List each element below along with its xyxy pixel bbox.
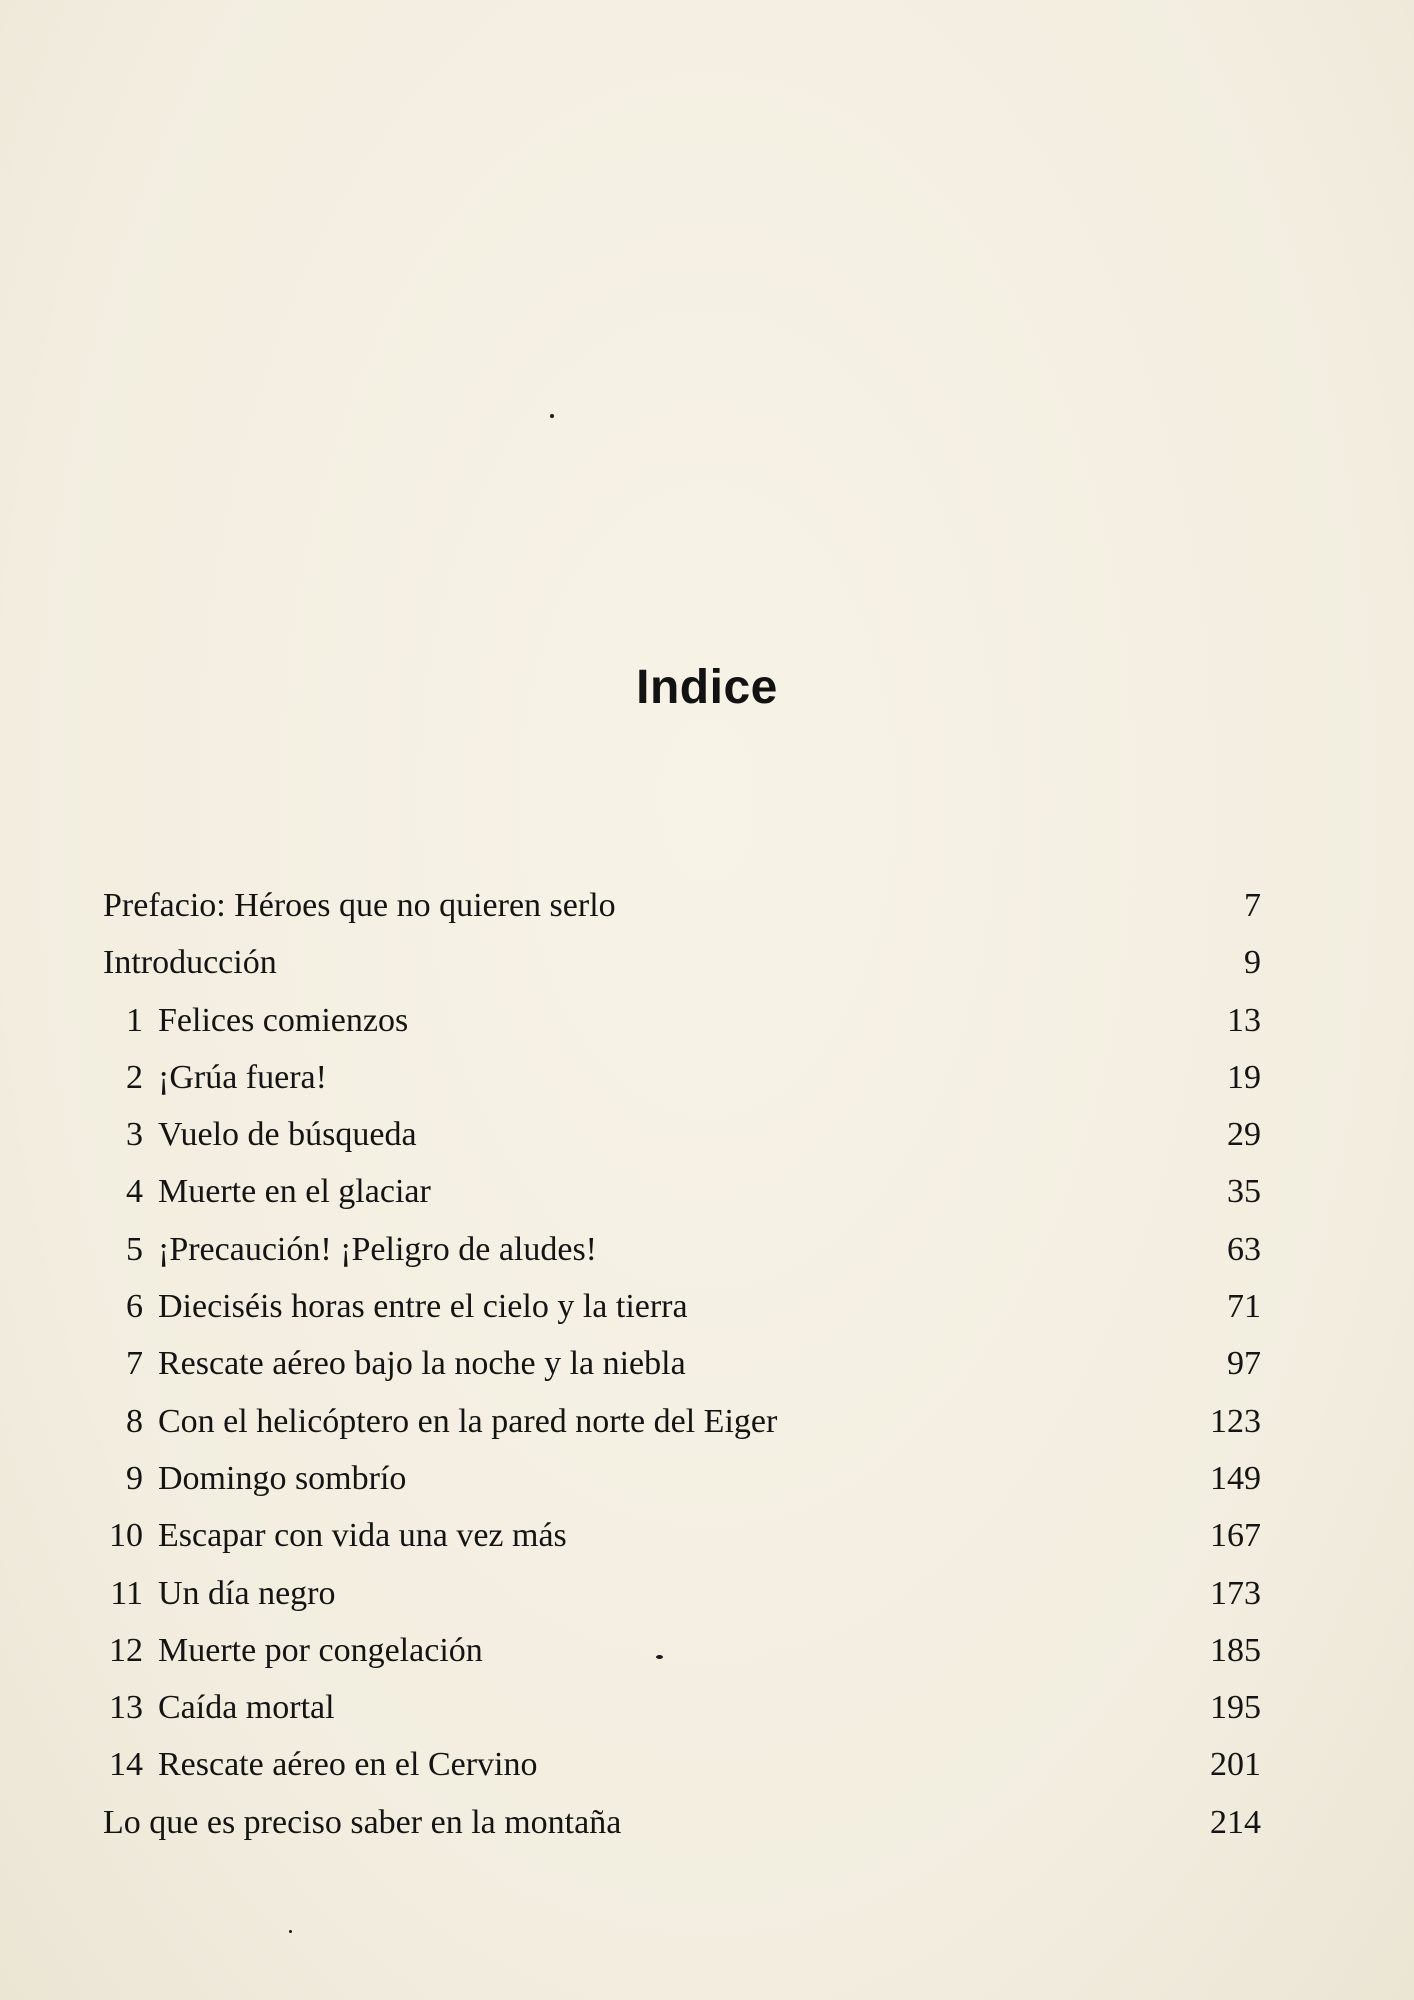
- chapter-number: 11: [110, 1574, 143, 1612]
- chapter-number: 5: [126, 1230, 143, 1268]
- entry-title: Vuelo de búsqueda: [158, 1116, 417, 1154]
- toc-entry: [103, 1287, 1261, 1344]
- entry-title: Un día negro: [158, 1574, 336, 1612]
- page-number: 195: [1210, 1689, 1261, 1727]
- chapter-number: 2: [126, 1058, 143, 1096]
- page-number: 19: [1227, 1058, 1261, 1096]
- toc-entry: [103, 1631, 1261, 1688]
- toc-entry: [103, 1459, 1261, 1516]
- entry-title: Muerte en el glaciar: [158, 1173, 431, 1211]
- entry-title: Prefacio: Héroes que no quieren serlo: [103, 887, 616, 924]
- entry-title: Muerte por congelación: [158, 1631, 483, 1669]
- page-number: 123: [1210, 1402, 1261, 1440]
- entry-title: Con el helicóptero en la pared norte del Eiger: [158, 1402, 778, 1440]
- toc-entry: [103, 1574, 1261, 1631]
- chapter-number: 13: [109, 1689, 143, 1727]
- entry-title: Introducción: [103, 944, 277, 982]
- page-number: 9: [1244, 944, 1261, 982]
- toc-entry: [103, 1402, 1261, 1459]
- page-number: 63: [1227, 1230, 1261, 1268]
- entry-title: Caída mortal: [158, 1689, 335, 1727]
- page-number: 214: [1210, 1803, 1261, 1841]
- ink-speck: [289, 1930, 292, 1933]
- page-number: 149: [1210, 1459, 1261, 1497]
- toc-entry: [103, 1745, 1261, 1802]
- page-number: 29: [1227, 1116, 1261, 1154]
- page-number: 173: [1210, 1574, 1261, 1612]
- page-number: 97: [1227, 1345, 1261, 1383]
- page-number: 71: [1227, 1288, 1261, 1326]
- chapter-number: 10: [109, 1517, 143, 1555]
- page-number: 201: [1210, 1746, 1261, 1784]
- page-number: 7: [1244, 887, 1261, 924]
- entry-title: Lo que es preciso saber en la montaña: [103, 1803, 622, 1841]
- chapter-number: 7: [126, 1345, 143, 1383]
- toc-entry: [103, 943, 1261, 1000]
- chapter-number: 4: [126, 1173, 143, 1211]
- ink-speck: [550, 414, 554, 418]
- toc-entry: [103, 1516, 1261, 1573]
- toc-entry: [103, 1803, 1261, 1860]
- toc-entry: [103, 1115, 1261, 1172]
- toc-entry: [103, 1230, 1261, 1287]
- chapter-number: 9: [126, 1459, 143, 1497]
- toc-entry: [103, 1001, 1261, 1058]
- chapter-number: 1: [126, 1001, 143, 1039]
- toc-entry: [103, 1688, 1261, 1745]
- page-number: 13: [1227, 1001, 1261, 1039]
- chapter-number: 3: [126, 1116, 143, 1154]
- table-of-contents: [103, 886, 1261, 1860]
- entry-title: ¡Precaución! ¡Peligro de aludes!: [158, 1230, 597, 1268]
- chapter-number: 6: [126, 1288, 143, 1326]
- chapter-number: 8: [126, 1402, 143, 1440]
- entry-title: Rescate aéreo bajo la noche y la niebla: [158, 1345, 686, 1383]
- page-number: 35: [1227, 1173, 1261, 1211]
- chapter-number: 14: [109, 1746, 143, 1784]
- toc-entry: [103, 886, 1261, 943]
- entry-title: Dieciséis horas entre el cielo y la tierra: [158, 1288, 688, 1326]
- page-number: 185: [1210, 1631, 1261, 1669]
- chapter-number: 12: [109, 1631, 143, 1669]
- page-number: 167: [1210, 1517, 1261, 1555]
- entry-title: Escapar con vida una vez más: [158, 1517, 567, 1555]
- entry-title: Felices comienzos: [158, 1001, 409, 1039]
- index-heading: Indice: [636, 661, 778, 715]
- entry-title: ¡Grúa fuera!: [158, 1058, 327, 1096]
- toc-entry: [103, 1172, 1261, 1229]
- toc-entry: [103, 1058, 1261, 1115]
- entry-title: Rescate aéreo en el Cervino: [158, 1746, 538, 1784]
- toc-entry: [103, 1344, 1261, 1401]
- entry-title: Domingo sombrío: [158, 1459, 407, 1497]
